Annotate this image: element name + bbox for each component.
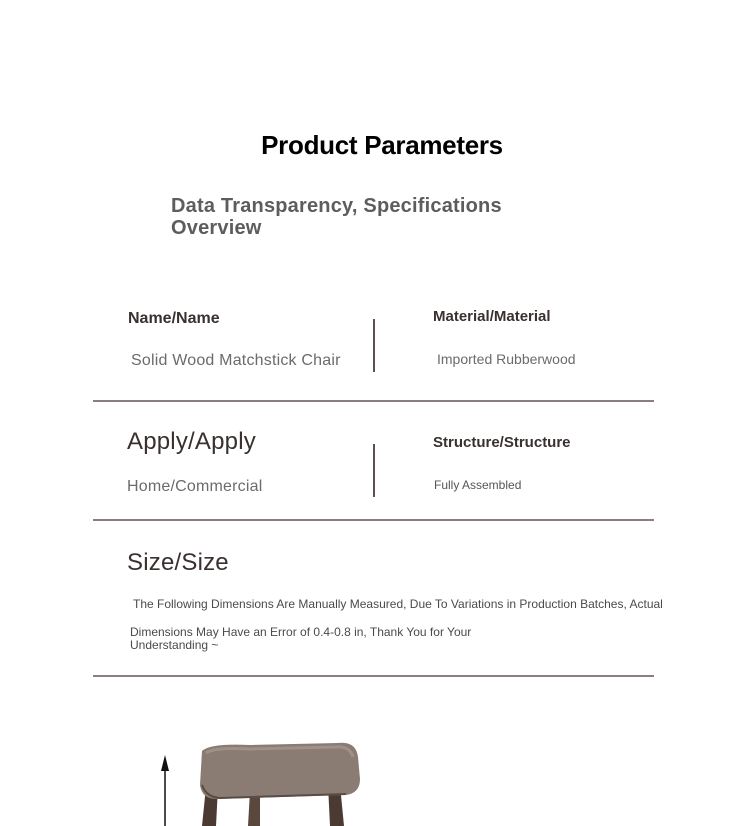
material-value: Imported Rubberwood — [437, 351, 576, 367]
page-title: Product Parameters — [261, 130, 503, 160]
material-label: Material/Material — [433, 308, 551, 325]
row-divider — [93, 675, 654, 677]
column-divider — [373, 444, 375, 497]
chair-backrest — [200, 743, 360, 799]
name-label: Name/Name — [128, 310, 220, 327]
structure-value: Fully Assembled — [434, 478, 522, 492]
size-label: Size/Size — [127, 549, 229, 576]
apply-value: Home/Commercial — [127, 478, 263, 495]
name-value: Solid Wood Matchstick Chair — [131, 352, 341, 369]
page-subtitle: Data Transparency, Specifications Overview — [171, 195, 502, 239]
chair-drawing — [150, 735, 380, 826]
structure-label: Structure/Structure — [433, 434, 571, 451]
size-note-line-2: Dimensions May Have an Error of 0.4-0.8 in, Thank You for Your Understanding ~ — [130, 625, 472, 652]
row-divider — [93, 400, 654, 402]
row-divider — [93, 519, 654, 521]
chair-dimension-figure — [150, 735, 380, 826]
apply-label: Apply/Apply — [127, 428, 256, 455]
column-divider — [373, 319, 375, 372]
size-note-line-1: The Following Dimensions Are Manually Measured, Due To Variations in Production Batches, Actual — [133, 597, 663, 611]
arrow-up-icon — [161, 755, 169, 771]
